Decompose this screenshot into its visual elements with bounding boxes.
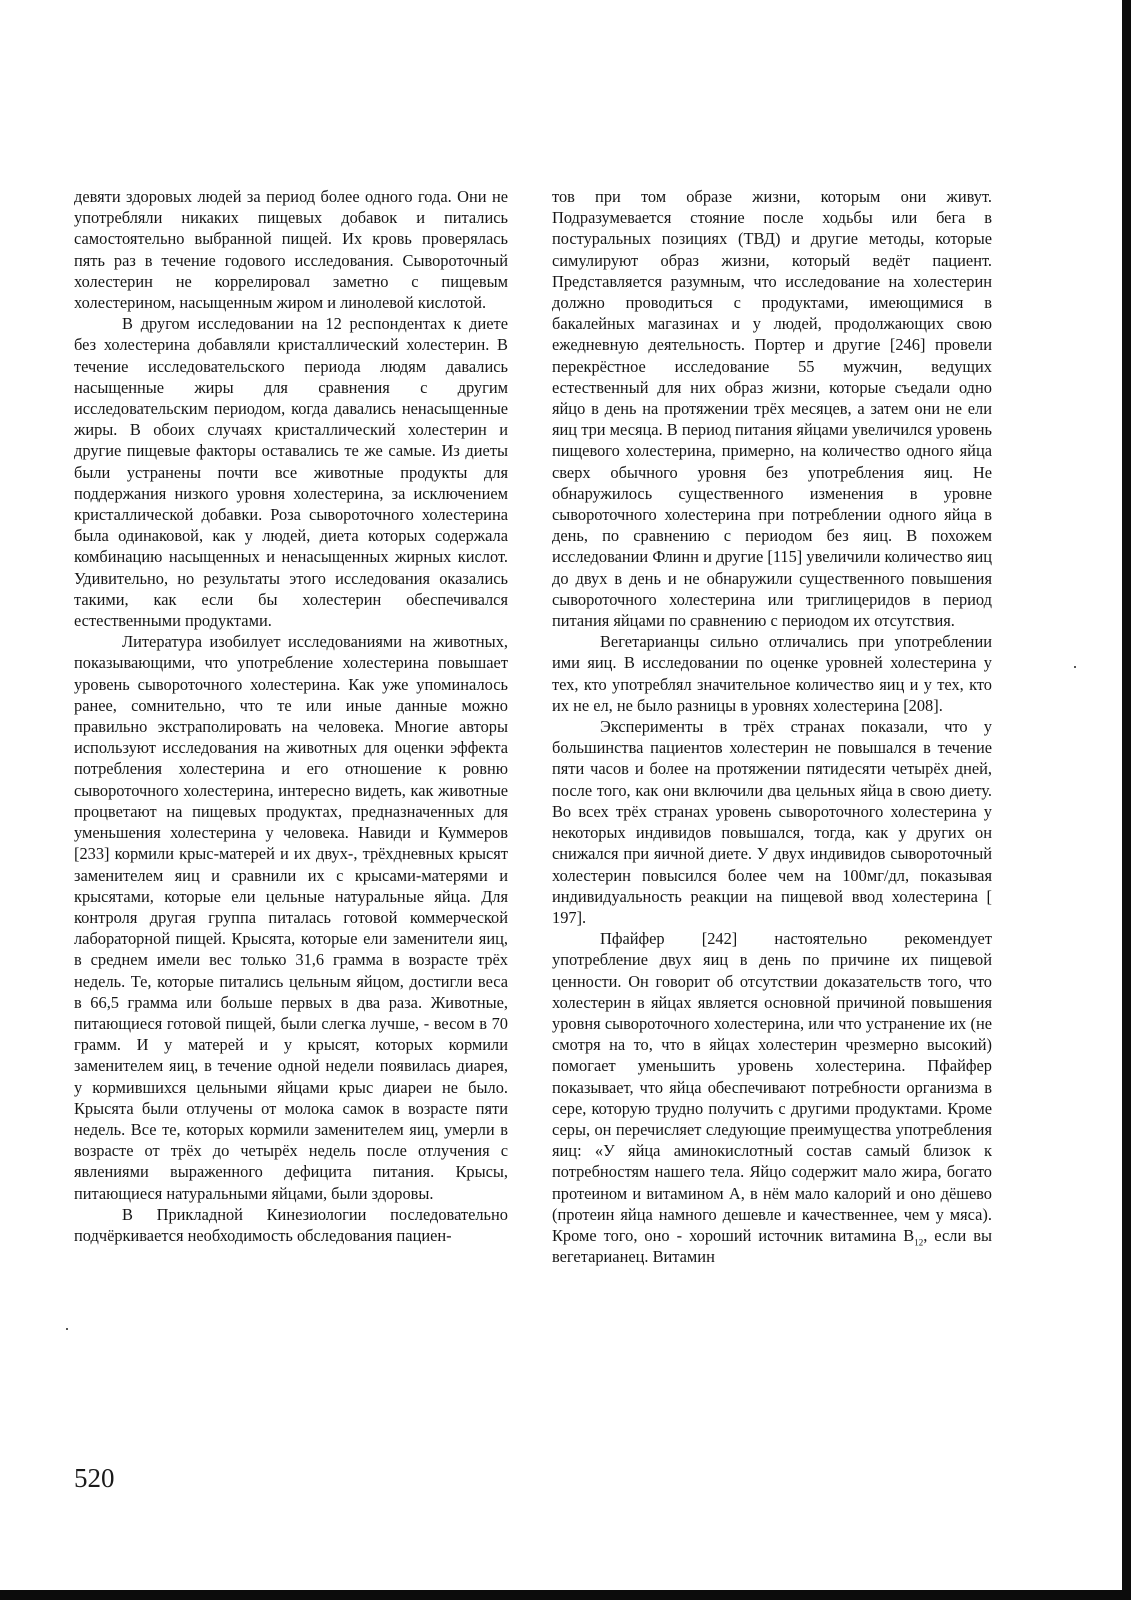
paragraph: Литература изобилует исследованиями на животных, показывающими, что употребление холестерина повышает уровень сывороточного холестерина. Как уже упоминалось ранее, сомнительно, что те или иные данные можно правильно экстраполировать на человека. Многие авторы используют исследования на животных для оценки эффекта потребления холестерина и его отношение к ровню сывороточного холестерина, интересно видеть, как животные процветают на пищевых продуктах, предназначенных для уменьшения холестерина у человека. Навиди и Куммеров [233] кормили крыс-матерей и их двух-, трёхдневных крысят заменителем яиц и сравнили их с крысами-матерями и крысятами, которые ели цельные натуральные яйца. Для контроля другая группа питалась готовой коммерческой лабораторной пищей. Крысята, которые ели заменители яиц, в среднем имели вес только 31,6 грамма в возрасте трёх недель. Те, которые питались цельным яйцом, достигли веса в 66,5 грамма или больше первых в два раза. Животные, питающиеся готовой пищей, были слегка лучше, - весом в 70 грамм. И у матерей и у крысят, которых кормили заменителем яиц, в течение одной недели появилась диарея, у кормившихся цельными яйцами крыс диареи не было. Крысята были отлучены от молока самок в возрасте пяти недель. Все те, которых кормили заменителем яиц, умерли в возрасте от трёх до четырёх недель после отлучения с явлениями выраженного дефицита питания. Крысы, питающиеся натуральными яйцами, были здоровы. [74, 632, 508, 1203]
paragraph: тов при том образе жизни, которым они живут. Подразумевается стояние после ходьбы или бега в постуральных позициях (ТВД) и другие методы, которые симулируют образ жизни, который ведёт пациент. Представляется разумным, что исследование на холестерин должно проводиться с продуктами, имеющимися в бакалейных магазинах и у людей, продолжающих свою ежедневную деятельность. Портер и другие [246] провели перекрёстное исследование 55 мужчин, ведущих естественный для них образ жизни, которые съедали одно яйцо в день на протяжении трёх месяцев, а затем они не ели яиц три месяца. В период питания яйцами увеличился уровень пищевого холестерина, примерно, на количество одного яйца сверх обычного уровня без употребления яиц. Не обнаружилось существенного изменения в уровне сывороточного холестерина при потреблении одного яйца в день, по сравнению с периодом без яиц. В похожем исследовании Флинн и другие [115] увеличили количество яиц до двух в день и не обнаружили существенного повышения сывороточного холестерина или триглицеридов в период питания яйцами по сравнению с периодом их отсутствия. [552, 187, 992, 631]
right-text-column [552, 186, 992, 1267]
scan-speck [1074, 666, 1076, 668]
left-text-column [74, 186, 508, 1246]
paragraph-text: Пфайфер [242] настоятельно рекомендует употребление двух яиц в день по причине их пищевой ценности. Он говорит об отсутствии доказательств того, что холестерин в яйцах является основной причиной повышения уровня сывороточного холестерина, или что устранение их (не смотря на то, что в яйцах холестерин чрезмерно высокий) помогает уменьшить уровень холестерина. Пфайфер показывает, что яйца обеспечивают потребности организма в сере, которую трудно получить с другими продуктами. Кроме серы, он перечисляет следующие преимущества употребления яиц: «У яйца аминокислотный состав самый близок к потребностям нашего тела. Яйцо содержит мало жира, богато протеином и витамином А, в нём мало калорий и оно дёшево (протеин яйца намного дешевле и качественнее, чем у мяса). Кроме того, оно - хороший источник витамина B [552, 929, 992, 1245]
page-number: 520 [74, 1463, 115, 1493]
paragraph: В другом исследовании на 12 респондентах к диете без холестерина добавляли кристаллический холестерин. В течение исследовательского периода людям давались насыщенные жиры для сравнения с другим исследовательским периодом, когда давались ненасыщенные жиры. В обоих случаях кристаллический холестерин и другие пищевые факторы оставались те же самые. Из диеты были устранены почти все животные продукты для поддержания низкого уровня холестерина, за исключением кристаллической добавки. Роза сывороточного холестерина была одинаковой, как у людей, диета которых содержала комбинацию насыщенных и ненасыщенных жирных кислот. Удивительно, но результаты этого исследования оказались такими, как если бы холестерин обеспечивался естественными продуктами. [74, 314, 508, 631]
paragraph-text-tail: , если вы вегетарианец. Витамин [552, 1225, 992, 1267]
subscript: 12 [914, 1237, 924, 1248]
paragraph [552, 928, 992, 1267]
paragraph: девяти здоровых людей за период более одного года. Они не употребляли никаких пищевых добавок и питались самостоятельно выбранной пищей. Их кровь проверялась пять раз в течение годового исследования. Сывороточный холестерин не коррелировал заметно с пищевым холестерином, насыщенным жиром и линолевой кислотой. [74, 187, 508, 313]
scan-edge-right [1122, 0, 1131, 1600]
paragraph: В Прикладной Кинезиологии последовательно подчёркивается необходимость обследования пациен- [74, 1204, 508, 1245]
paragraph: Эксперименты в трёх странах показали, что у большинства пациентов холестерин не повышался в течение пяти часов и более на протяжении пятидесяти четырёх дней, после того, как они включили два цельных яйца в свою диету. Во всех трёх странах уровень сывороточного холестерина у некоторых индивидов повышался, тогда, как у других он снижался при яичной диете. У двух индивидов сывороточный холестерин повысился более чем на 100мг/дл, показывая индивидуальность реакции на пищевой ввод холестерина [ 197]. [552, 717, 992, 927]
paragraph: Вегетарианцы сильно отличались при употреблении ими яиц. В исследовании по оценке уровней холестерина у тех, кто употреблял значительное количество яиц и у тех, кто их не ел, не было разницы в уровнях холестерина [208]. [552, 632, 992, 715]
scan-edge-bottom [0, 1590, 1131, 1600]
scan-speck [66, 1328, 68, 1330]
